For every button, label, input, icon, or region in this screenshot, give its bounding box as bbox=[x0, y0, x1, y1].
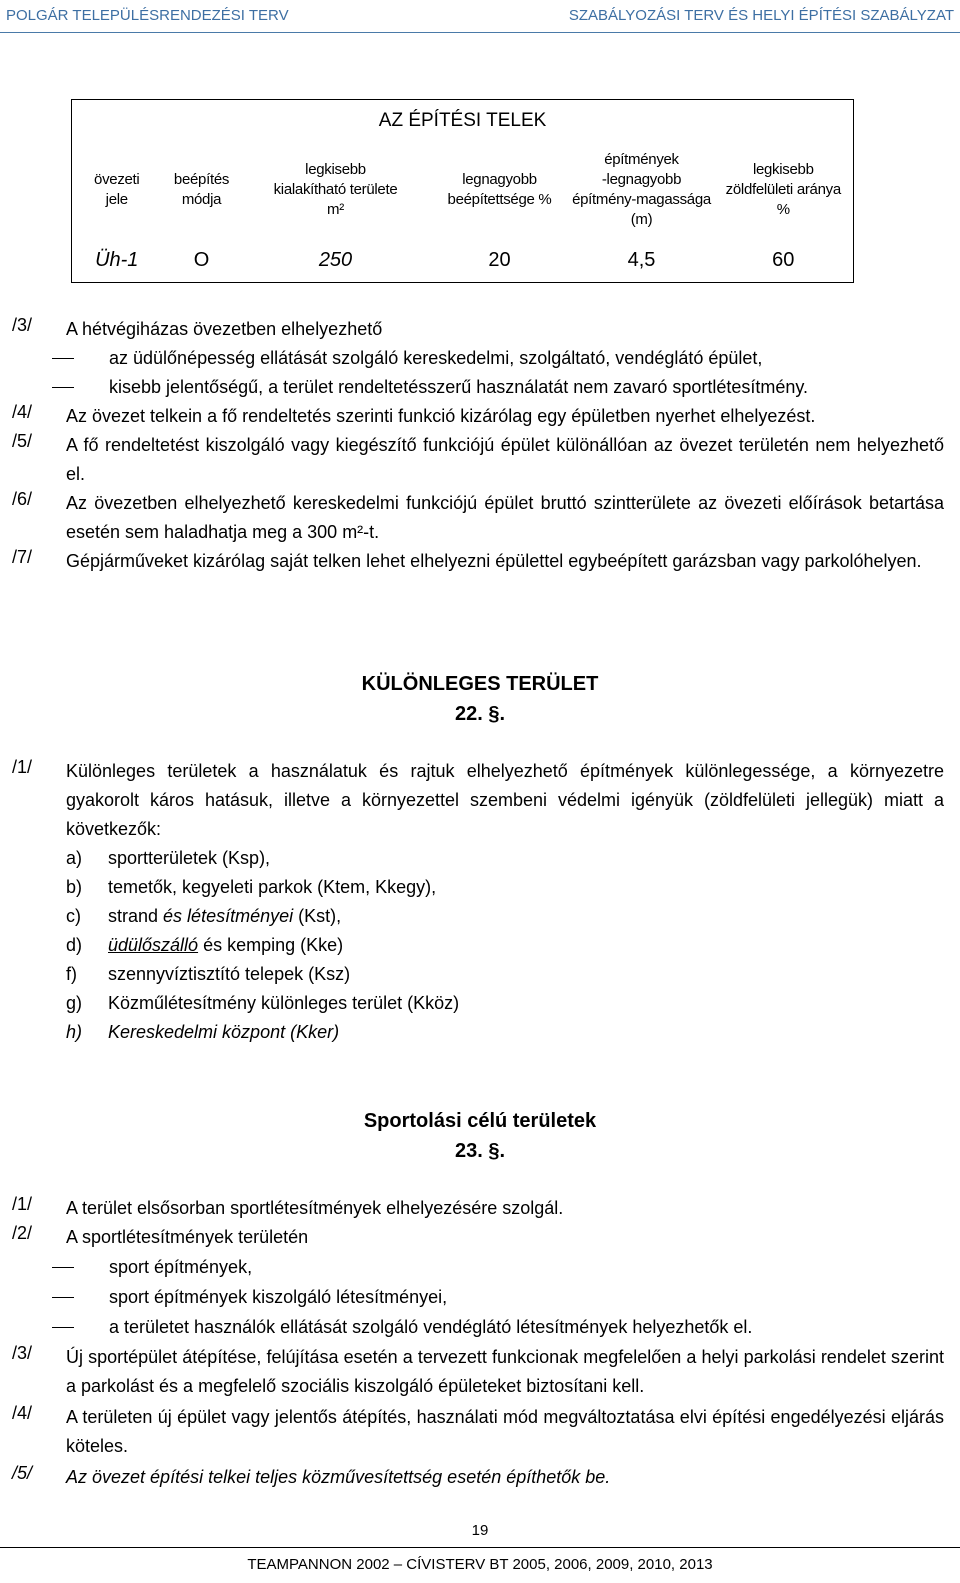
paragraph-5: /5/ A fő rendeltetést kiszolgáló vagy kiegészítő funkciójú épület különállóan az övezet területén nem helyezhető el. bbox=[12, 431, 944, 484]
paragraph-4: /4/ Az övezet telkein a fő rendeltetés szerinti funkció kizárólag egy épületben nyerhet elhelyezést. bbox=[12, 402, 816, 426]
section-title: KÜLÖNLEGES TERÜLET bbox=[361, 673, 599, 695]
value-min-green: 60 bbox=[714, 238, 854, 283]
footer-divider bbox=[0, 1547, 960, 1548]
list-item-g: g) Közműlétesítmény különleges terület (Kköz) bbox=[66, 993, 460, 1013]
list-item: a területet használók ellátását szolgáló vendéglátó létesítmények helyezhetők el. bbox=[52, 1313, 944, 1342]
paragraph-3 bbox=[12, 315, 944, 344]
paragraph-1: /1/ A terület elsősorban sportlétesítmények elhelyezésére szolgál. bbox=[12, 1194, 564, 1218]
list-item: sport építmények, bbox=[52, 1253, 944, 1282]
footer-credit: TEAMPANNON 2002 – CÍVISTERV BT 2005, 2006, 2009, 2010, 2013 bbox=[247, 1556, 713, 1573]
dash-bullet bbox=[52, 1297, 74, 1298]
paragraph-6: /6/ Az övezetben elhelyezhető kereskedelmi funkciójú épület bruttó szintterülete az övezeti előírások betartása esetén sem haladhatja meg a 300 m²-t. bbox=[12, 489, 944, 542]
col-header-min-area: legkisebb kialakítható területe m² bbox=[273, 161, 398, 218]
dash-bullet bbox=[52, 387, 74, 388]
paragraph-text: A hétvégiházas övezetben elhelyezhető bbox=[66, 319, 383, 339]
list-item-d: d) üdülőszálló és kemping (Kke) bbox=[66, 935, 344, 955]
paragraph-3: /3/ Új sportépület átépítése, felújítása esetén a tervezett funkcionak megfelelően a helyi parkolási rendelet szerint a parkolást és a megfelelő szociális kiszolgáló épületeket biztosítani kell. bbox=[12, 1343, 944, 1396]
col-header-zone: övezeti jele bbox=[72, 142, 162, 238]
col-header-build-mode: beépítés módja bbox=[173, 171, 230, 208]
paragraph-5: /5/ Az övezet építési telkei teljes közművesítettség esetén építhetők be. bbox=[12, 1463, 611, 1487]
building-plot-table bbox=[71, 99, 854, 283]
col-header-max-coverage: legnagyobb beépítettsége % bbox=[447, 171, 552, 208]
value-min-area: 250 bbox=[242, 238, 430, 283]
table-title: AZ ÉPÍTÉSI TELEK bbox=[72, 100, 854, 143]
list-item-b: b) temetők, kegyeleti parkok (Ktem, Kkegy), bbox=[66, 877, 437, 897]
section-paragraph-number: 23. §. bbox=[454, 1140, 506, 1162]
col-header-min-green: legkisebb zöldfelületi aránya % bbox=[714, 142, 854, 238]
paragraph-number: /3/ bbox=[12, 315, 33, 335]
section-title: Sportolási célú területek bbox=[363, 1110, 597, 1132]
paragraph-7: /7/ Gépjárműveket kizárólag saját telken lehet elhelyezni épülettel egybeépített garázsban vagy parkolóhelyen. bbox=[12, 547, 922, 571]
page-number: 19 bbox=[471, 1522, 489, 1539]
page-header bbox=[0, 4, 960, 33]
section-paragraph-number: 22. §. bbox=[454, 703, 506, 725]
header-left: POLGÁR TELEPÜLÉSRENDEZÉSI TERV bbox=[6, 7, 289, 24]
list-item-h: h) Kereskedelmi központ (Kker) bbox=[66, 1022, 340, 1042]
paragraph-1: /1/ Különleges területek a használatuk és rajtuk elhelyezhető építmények különlegessége, a környezetre gyakorolt káros hatásuk, illetve a környezettel szembeni védelmi igényük (zöldfelületi jellegük) miatt a következők: bbox=[12, 757, 944, 839]
value-max-height: 4,5 bbox=[570, 238, 714, 283]
dash-bullet bbox=[52, 1267, 74, 1268]
dash-bullet bbox=[52, 1327, 74, 1328]
value-max-coverage: 20 bbox=[430, 238, 570, 283]
list-item-a: a) sportterületek (Ksp), bbox=[66, 848, 271, 868]
paragraph-4: /4/ A területen új épület vagy jelentős átépítés, használati mód megváltoztatása elvi építési engedélyezési eljárás köteles. bbox=[12, 1403, 944, 1456]
value-build-mode: O bbox=[162, 238, 242, 283]
col-header-max-height: építmények -legnagyobb építmény-magassága (m) bbox=[572, 151, 711, 228]
header-right: SZABÁLYOZÁSI TERV ÉS HELYI ÉPÍTÉSI SZABÁLYZAT bbox=[568, 7, 954, 24]
value-zone: Üh-1 bbox=[72, 238, 162, 283]
dash-bullet bbox=[52, 358, 74, 359]
list-item: sport építmények kiszolgáló létesítményei, bbox=[52, 1283, 944, 1312]
list-item: az üdülőnépesség ellátását szolgáló kereskedelmi, szolgáltató, vendéglátó épület, bbox=[52, 344, 944, 373]
list-item-f: f) szennyvíztisztító telepek (Ksz) bbox=[66, 964, 351, 984]
list-item-c: c) strand és létesítményei (Kst), bbox=[66, 906, 342, 926]
paragraph-2: /2/ A sportlétesítmények területén bbox=[12, 1223, 309, 1247]
list-item: kisebb jelentőségű, a terület rendeltetésszerű használatát nem zavaró sportlétesítmény. bbox=[52, 373, 944, 402]
